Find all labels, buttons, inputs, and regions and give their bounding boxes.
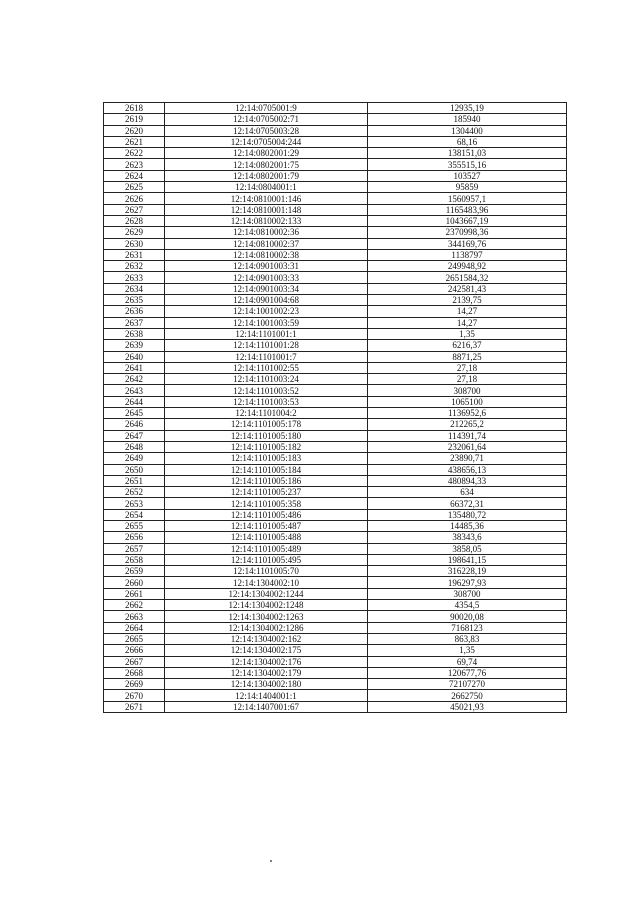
cadastral-number-cell: 12:14:1101002:55 [165, 362, 368, 373]
table-row [104, 430, 567, 441]
cadastral-number-cell: 12:14:1101003:53 [165, 396, 368, 407]
table-row [104, 667, 567, 678]
value-cell: 14,27 [368, 306, 567, 317]
row-number-cell: 2625 [104, 182, 165, 193]
table-row [104, 238, 567, 249]
table-row [104, 622, 567, 633]
value-cell: 198641,15 [368, 554, 567, 565]
value-cell: 7168123 [368, 622, 567, 633]
table-row [104, 362, 567, 373]
row-number-cell: 2646 [104, 419, 165, 430]
value-cell: 1304400 [368, 125, 567, 136]
cadastral-number-cell: 12:14:0810001:148 [165, 204, 368, 215]
cadastral-number-cell: 12:14:1001003:59 [165, 317, 368, 328]
row-number-cell: 2668 [104, 667, 165, 678]
table-row [104, 295, 567, 306]
value-cell: 2662750 [368, 690, 567, 701]
value-cell: 1138797 [368, 249, 567, 260]
value-cell: 1560957,1 [368, 193, 567, 204]
cadastral-number-cell: 12:14:1001002:23 [165, 306, 368, 317]
value-cell: 90020,08 [368, 611, 567, 622]
value-cell: 1136952,6 [368, 408, 567, 419]
row-number-cell: 2637 [104, 317, 165, 328]
value-cell: 480894,33 [368, 475, 567, 486]
table-row [104, 543, 567, 554]
table-row [104, 340, 567, 351]
cadastral-number-cell: 12:14:1101005:178 [165, 419, 368, 430]
value-cell: 135480,72 [368, 509, 567, 520]
value-cell: 1165483,96 [368, 204, 567, 215]
cadastral-number-cell: 12:14:1101005:495 [165, 554, 368, 565]
value-cell: 634 [368, 487, 567, 498]
value-cell: 344169,76 [368, 238, 567, 249]
row-number-cell: 2627 [104, 204, 165, 215]
row-number-cell: 2659 [104, 566, 165, 577]
table-row [104, 633, 567, 644]
row-number-cell: 2642 [104, 374, 165, 385]
row-number-cell: 2663 [104, 611, 165, 622]
row-number-cell: 2631 [104, 249, 165, 260]
table-row [104, 679, 567, 690]
row-number-cell: 2662 [104, 600, 165, 611]
cadastral-number-cell: 12:14:1304002:1286 [165, 622, 368, 633]
row-number-cell: 2665 [104, 633, 165, 644]
cadastral-number-cell: 12:14:1304002:1248 [165, 600, 368, 611]
cadastral-number-cell: 12:14:1101005:489 [165, 543, 368, 554]
table-row [104, 182, 567, 193]
table-row [104, 283, 567, 294]
value-cell: 27,18 [368, 362, 567, 373]
cadastral-number-cell: 12:14:0802001:79 [165, 170, 368, 181]
cadastral-number-cell: 12:14:1304002:1263 [165, 611, 368, 622]
row-number-cell: 2652 [104, 487, 165, 498]
row-number-cell: 2658 [104, 554, 165, 565]
cadastral-number-cell: 12:14:0810002:36 [165, 227, 368, 238]
table-row [104, 453, 567, 464]
row-number-cell: 2654 [104, 509, 165, 520]
row-number-cell: 2664 [104, 622, 165, 633]
table-row [104, 385, 567, 396]
table-row [104, 215, 567, 226]
value-cell: 14,27 [368, 317, 567, 328]
table-row [104, 600, 567, 611]
cadastral-number-cell: 12:14:1304002:10 [165, 577, 368, 588]
cadastral-number-cell: 12:14:1101004:2 [165, 408, 368, 419]
table-row [104, 374, 567, 385]
cadastral-number-cell: 12:14:0705002:71 [165, 114, 368, 125]
cadastral-number-cell: 12:14:0705003:28 [165, 125, 368, 136]
table-row [104, 159, 567, 170]
table-row [104, 690, 567, 701]
value-cell: 23890,71 [368, 453, 567, 464]
value-cell: 249948,92 [368, 261, 567, 272]
table-row [104, 588, 567, 599]
cadastral-number-cell: 12:14:1304002:1244 [165, 588, 368, 599]
row-number-cell: 2666 [104, 645, 165, 656]
table-row [104, 204, 567, 215]
row-number-cell: 2644 [104, 396, 165, 407]
cadastral-number-cell: 12:14:1101005:184 [165, 464, 368, 475]
cadastral-number-cell: 12:14:1304002:162 [165, 633, 368, 644]
row-number-cell: 2622 [104, 148, 165, 159]
value-cell: 308700 [368, 385, 567, 396]
table-row [104, 554, 567, 565]
row-number-cell: 2657 [104, 543, 165, 554]
value-cell: 242581,43 [368, 283, 567, 294]
table-row [104, 498, 567, 509]
row-number-cell: 2618 [104, 103, 165, 114]
cadastral-number-cell: 12:14:1101005:488 [165, 532, 368, 543]
row-number-cell: 2650 [104, 464, 165, 475]
value-cell: 72107270 [368, 679, 567, 690]
cadastral-number-cell: 12:14:1101005:70 [165, 566, 368, 577]
table-row [104, 227, 567, 238]
cadastral-number-cell: 12:14:0705004:244 [165, 136, 368, 147]
value-cell: 2651584,32 [368, 272, 567, 283]
cadastral-number-cell: 12:14:1304002:175 [165, 645, 368, 656]
table-row [104, 509, 567, 520]
value-cell: 2370998,36 [368, 227, 567, 238]
cadastral-value-table [103, 102, 567, 713]
cadastral-number-cell: 12:14:1101005:182 [165, 441, 368, 452]
table-row [104, 328, 567, 339]
value-cell: 316228,19 [368, 566, 567, 577]
value-cell: 4354,5 [368, 600, 567, 611]
cadastral-number-cell: 12:14:1304002:180 [165, 679, 368, 690]
table-row [104, 645, 567, 656]
row-number-cell: 2633 [104, 272, 165, 283]
row-number-cell: 2651 [104, 475, 165, 486]
cadastral-number-cell: 12:14:1101001:7 [165, 351, 368, 362]
table-row [104, 656, 567, 667]
table-row [104, 475, 567, 486]
row-number-cell: 2628 [104, 215, 165, 226]
value-cell: 196297,93 [368, 577, 567, 588]
value-cell: 38343,6 [368, 532, 567, 543]
cadastral-number-cell: 12:14:1407001:67 [165, 701, 368, 712]
row-number-cell: 2669 [104, 679, 165, 690]
value-cell: 1,35 [368, 328, 567, 339]
cadastral-number-cell: 12:14:0705001:9 [165, 103, 368, 114]
table-row [104, 419, 567, 430]
value-cell: 1043667,19 [368, 215, 567, 226]
table-row [104, 103, 567, 114]
cadastral-number-cell: 12:14:1101005:358 [165, 498, 368, 509]
table-row [104, 261, 567, 272]
value-cell: 103527 [368, 170, 567, 181]
cadastral-number-cell: 12:14:1101005:186 [165, 475, 368, 486]
row-number-cell: 2621 [104, 136, 165, 147]
cadastral-number-cell: 12:14:0810002:133 [165, 215, 368, 226]
table-row [104, 487, 567, 498]
row-number-cell: 2648 [104, 441, 165, 452]
table-row [104, 148, 567, 159]
table-row [104, 408, 567, 419]
table-row [104, 125, 567, 136]
row-number-cell: 2645 [104, 408, 165, 419]
cadastral-number-cell: 12:14:0901003:33 [165, 272, 368, 283]
row-number-cell: 2661 [104, 588, 165, 599]
value-cell: 3858,05 [368, 543, 567, 554]
table-row [104, 136, 567, 147]
table-row [104, 532, 567, 543]
row-number-cell: 2641 [104, 362, 165, 373]
row-number-cell: 2635 [104, 295, 165, 306]
value-cell: 212265,2 [368, 419, 567, 430]
row-number-cell: 2630 [104, 238, 165, 249]
value-cell: 1,35 [368, 645, 567, 656]
value-cell: 27,18 [368, 374, 567, 385]
row-number-cell: 2620 [104, 125, 165, 136]
row-number-cell: 2671 [104, 701, 165, 712]
table-row [104, 114, 567, 125]
cadastral-number-cell: 12:14:0810002:37 [165, 238, 368, 249]
value-cell: 232061,64 [368, 441, 567, 452]
value-cell: 69,74 [368, 656, 567, 667]
value-cell: 120677,76 [368, 667, 567, 678]
row-number-cell: 2632 [104, 261, 165, 272]
page-mark [270, 860, 272, 862]
cadastral-number-cell: 12:14:1101003:24 [165, 374, 368, 385]
table-row [104, 520, 567, 531]
table-row [104, 193, 567, 204]
row-number-cell: 2660 [104, 577, 165, 588]
value-cell: 863,83 [368, 633, 567, 644]
value-cell: 68,16 [368, 136, 567, 147]
value-cell: 308700 [368, 588, 567, 599]
value-cell: 14485,36 [368, 520, 567, 531]
table-row [104, 577, 567, 588]
value-cell: 95859 [368, 182, 567, 193]
value-cell: 8871,25 [368, 351, 567, 362]
table-row [104, 306, 567, 317]
value-cell: 66372,31 [368, 498, 567, 509]
row-number-cell: 2636 [104, 306, 165, 317]
value-cell: 45021,93 [368, 701, 567, 712]
cadastral-number-cell: 12:14:0802001:29 [165, 148, 368, 159]
row-number-cell: 2656 [104, 532, 165, 543]
row-number-cell: 2649 [104, 453, 165, 464]
row-number-cell: 2667 [104, 656, 165, 667]
cadastral-number-cell: 12:14:0901003:34 [165, 283, 368, 294]
row-number-cell: 2653 [104, 498, 165, 509]
row-number-cell: 2640 [104, 351, 165, 362]
cadastral-number-cell: 12:14:1101005:486 [165, 509, 368, 520]
cadastral-number-cell: 12:14:1304002:179 [165, 667, 368, 678]
table-row [104, 464, 567, 475]
row-number-cell: 2623 [104, 159, 165, 170]
cadastral-number-cell: 12:14:0810001:146 [165, 193, 368, 204]
cadastral-number-cell: 12:14:0901004:68 [165, 295, 368, 306]
value-cell: 6216,37 [368, 340, 567, 351]
row-number-cell: 2643 [104, 385, 165, 396]
table-row [104, 441, 567, 452]
row-number-cell: 2639 [104, 340, 165, 351]
value-cell: 138151,03 [368, 148, 567, 159]
row-number-cell: 2638 [104, 328, 165, 339]
row-number-cell: 2624 [104, 170, 165, 181]
cadastral-number-cell: 12:14:1101005:183 [165, 453, 368, 464]
cadastral-number-cell: 12:14:1101005:487 [165, 520, 368, 531]
value-cell: 438656,13 [368, 464, 567, 475]
cadastral-number-cell: 12:14:1101001:28 [165, 340, 368, 351]
value-cell: 2139,75 [368, 295, 567, 306]
row-number-cell: 2647 [104, 430, 165, 441]
table-row [104, 566, 567, 577]
value-cell: 114391,74 [368, 430, 567, 441]
table-row [104, 249, 567, 260]
table-row [104, 396, 567, 407]
value-cell: 12935,19 [368, 103, 567, 114]
cadastral-number-cell: 12:14:1101003:52 [165, 385, 368, 396]
cadastral-number-cell: 12:14:1304002:176 [165, 656, 368, 667]
table-row [104, 272, 567, 283]
row-number-cell: 2634 [104, 283, 165, 294]
cadastral-number-cell: 12:14:0901003:31 [165, 261, 368, 272]
cadastral-number-cell: 12:14:0804001:1 [165, 182, 368, 193]
table-row [104, 701, 567, 712]
row-number-cell: 2629 [104, 227, 165, 238]
table-row [104, 317, 567, 328]
value-cell: 185940 [368, 114, 567, 125]
row-number-cell: 2619 [104, 114, 165, 125]
cadastral-number-cell: 12:14:0810002:38 [165, 249, 368, 260]
cadastral-number-cell: 12:14:1101001:1 [165, 328, 368, 339]
table-row [104, 351, 567, 362]
row-number-cell: 2670 [104, 690, 165, 701]
cadastral-number-cell: 12:14:1404001:1 [165, 690, 368, 701]
row-number-cell: 2626 [104, 193, 165, 204]
cadastral-number-cell: 12:14:1101005:180 [165, 430, 368, 441]
table-row [104, 170, 567, 181]
value-cell: 1065100 [368, 396, 567, 407]
table-body [104, 103, 567, 713]
cadastral-number-cell: 12:14:0802001:75 [165, 159, 368, 170]
cadastral-number-cell: 12:14:1101005:237 [165, 487, 368, 498]
value-cell: 355515,16 [368, 159, 567, 170]
row-number-cell: 2655 [104, 520, 165, 531]
table-row [104, 611, 567, 622]
